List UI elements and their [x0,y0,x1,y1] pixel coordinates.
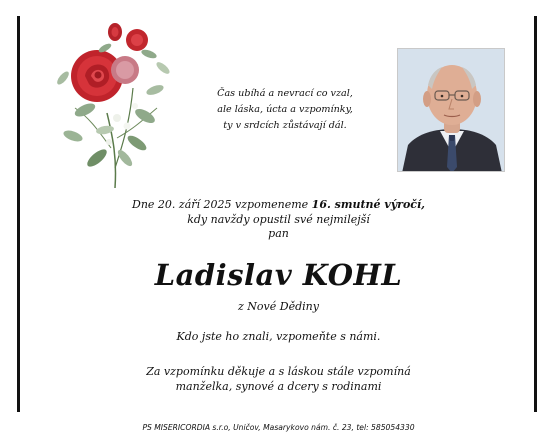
right-border-line [534,16,537,412]
intro-line-1 [100,198,457,213]
portrait-photo [397,48,505,172]
poem [200,86,370,134]
thanks-line-1: Za vzpomínku děkuje a s láskou stále vzpomíná [146,365,411,378]
deceased-origin: z Nové Dědiny [238,300,319,313]
portrait-illustration [398,49,505,172]
left-border-line [17,16,20,412]
remember-invitation: Kdo jste ho znali, vzpomeňte s námi. [176,330,381,343]
poem-line-1: Čas ubíhá a nevrací co vzal, [217,88,353,99]
thanks-line-2: manželka, synové a dcery s rodinami [175,380,382,393]
roses-decoration [45,18,175,198]
anniversary-text: 16. smutné výročí, [311,198,425,211]
intro-line-3: pan [268,227,289,240]
poem-line-3: ty v srdcích zůstávají dál. [223,120,347,131]
thanks-text [100,364,457,394]
intro-line-2: kdy navždy opustil své nejmilejší [187,212,370,226]
poem-line-2: ale láska, úcta a vzpomínky, [217,104,353,115]
remembrance-intro [100,198,457,242]
intro-date-text: Dne 20. září 2025 vzpomeneme [132,198,312,211]
deceased-name: Ladislav KOHL [154,258,403,292]
funeral-service-footer: PS MISERICORDIA s.r.o, Uničov, Masarykovo nám. č. 23, tel: 585054330 [142,423,415,432]
